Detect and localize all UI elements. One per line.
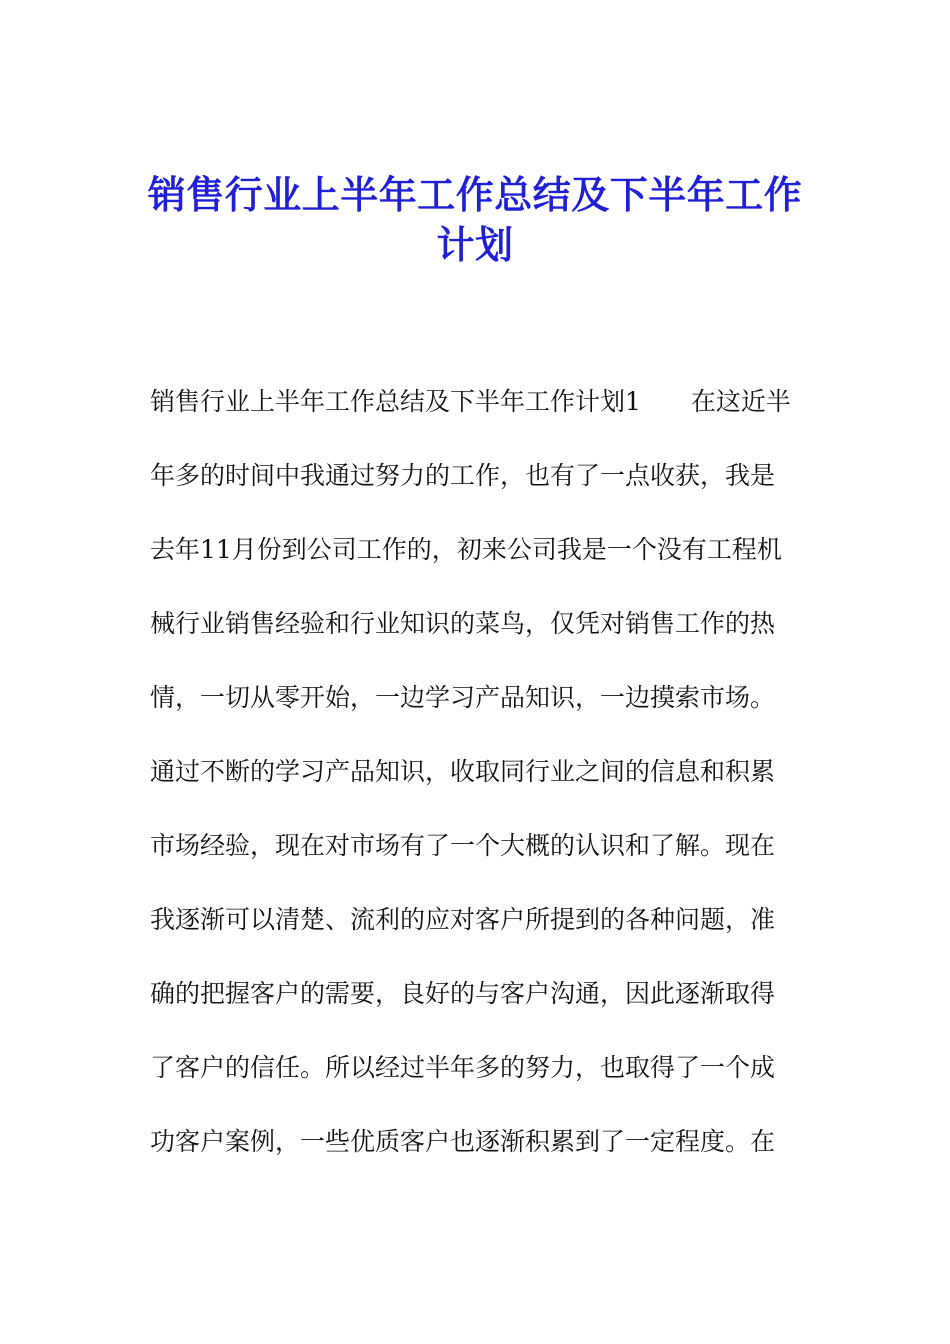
body-line-6: 通过不断的学习产品知识，收取同行业之间的信息和积累 — [150, 757, 776, 786]
document-title-line-2: 计划 — [436, 222, 514, 267]
body-line-3: 去年11月份到公司工作的，初来公司我是一个没有工程机 — [150, 535, 782, 564]
body-line-5: 情，一切从零开始，一边学习产品知识，一边摸索市场。 — [150, 683, 776, 712]
body-line-11: 功客户案例，一些优质客户也逐渐积累到了一定程度。在 — [150, 1127, 776, 1156]
document-body — [150, 380, 830, 1194]
section-text-start: 在这近半 — [690, 387, 791, 416]
body-line-1 — [150, 380, 830, 454]
body-line-8: 我逐渐可以清楚、流利的应对客户所提到的各种问题，准 — [150, 905, 776, 934]
body-line-4: 械行业销售经验和行业知识的菜鸟，仅凭对销售工作的热 — [150, 609, 776, 638]
document-title-line-1: 销售行业上半年工作总结及下半年工作 — [147, 172, 803, 217]
body-line-9: 确的把握客户的需要，良好的与客户沟通，因此逐渐取得 — [150, 979, 776, 1008]
body-line-2: 年多的时间中我通过努力的工作，也有了一点收获，我是 — [150, 461, 776, 490]
body-line-7: 市场经验，现在对市场有了一个大概的认识和了解。现在 — [150, 831, 776, 860]
body-line-10: 了客户的信任。所以经过半年多的努力，也取得了一个成 — [150, 1053, 776, 1082]
document-title — [120, 170, 830, 270]
section-heading: 销售行业上半年工作总结及下半年工作计划1 — [150, 387, 641, 416]
